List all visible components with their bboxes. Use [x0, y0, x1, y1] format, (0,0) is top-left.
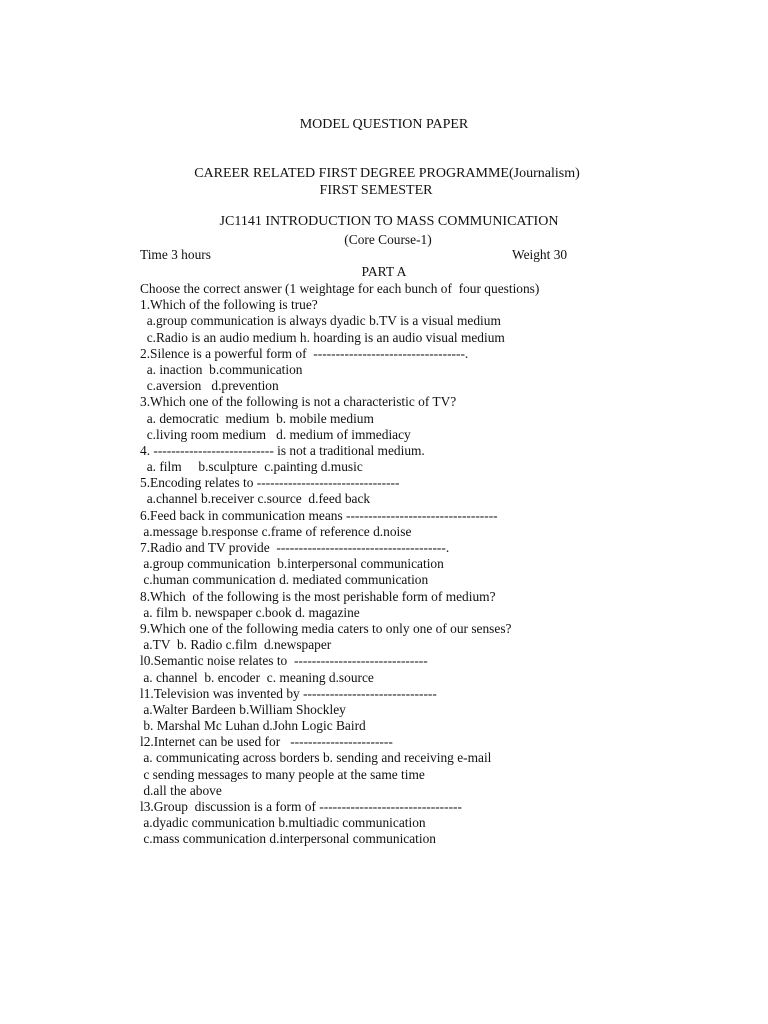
question-line: 8.Which of the following is the most perishable form of medium? [140, 588, 496, 604]
question-line: 6.Feed back in communication means ---------------------------------- [140, 507, 498, 523]
option-line: a.group communication b.interpersonal communication [140, 556, 444, 572]
option-line: c sending messages to many people at the same time [140, 766, 425, 782]
course-type: (Core Course-1) [344, 232, 432, 247]
option-line: c.human communication d. mediated communication [140, 572, 429, 588]
question-line: l3.Group discussion is a form of -------------------------------- [140, 799, 462, 814]
question-line: 7.Radio and TV provide --------------------------------------. [140, 540, 450, 555]
semester-label: FIRST SEMESTER [319, 183, 433, 198]
question-list [140, 281, 700, 848]
option-line: c.mass communication d.interpersonal communication [140, 831, 437, 847]
course-title: JC1141 INTRODUCTION TO MASS COMMUNICATION [219, 214, 559, 229]
option-line: a.channel b.receiver c.source d.feed back [140, 491, 371, 507]
option-line: a. film b. newspaper c.book d. magazine [140, 604, 360, 620]
option-line: a.dyadic communication b.multiadic communication [140, 815, 426, 831]
programme-title: CAREER RELATED FIRST DEGREE PROGRAMME(Journalism) [194, 166, 580, 181]
option-line: d.all the above [140, 782, 222, 798]
option-line: a. channel b. encoder c. meaning d.source [140, 669, 374, 685]
option-line: c.Radio is an audio medium h. hoarding is an audio visual medium [140, 329, 505, 345]
option-line: a.TV b. Radio c.film d.newspaper [140, 637, 332, 653]
question-line: 3.Which one of the following is not a characteristic of TV? [140, 394, 457, 410]
question-line: 9.Which one of the following media caters to only one of our senses? [140, 620, 512, 636]
question-line: l0.Semantic noise relates to ------------------------------ [140, 653, 428, 669]
part-heading: PART A [361, 264, 407, 279]
option-line: c.aversion d.prevention [140, 378, 279, 394]
question-line: l1.Television was invented by ------------------------------ [140, 685, 437, 701]
question-line: 2.Silence is a powerful form of ----------------------------------. [140, 345, 469, 361]
question-line: 4. --------------------------- is not a traditional medium. [140, 442, 425, 458]
question-line: 5.Encoding relates to -------------------------------- [140, 475, 400, 491]
option-line: a.Walter Bardeen b.William Shockley [140, 701, 346, 717]
option-line: b. Marshal Mc Luhan d.John Logic Baird [140, 718, 366, 734]
option-line: a. democratic medium b. mobile medium [140, 410, 374, 426]
option-line: c.living room medium d. medium of immediacy [140, 426, 411, 442]
option-line: a. inaction b.communication [140, 361, 303, 377]
question-line: 1.Which of the following is true? [140, 297, 318, 313]
instruction-line: Choose the correct answer (1 weightage for each bunch of four questions) [140, 281, 540, 296]
time-label: Time 3 hours [140, 247, 211, 262]
question-line: l2.Internet can be used for ----------------------- [140, 734, 393, 750]
paper-title: MODEL QUESTION PAPER [299, 117, 469, 132]
option-line: a. film b.sculpture c.painting d.music [140, 459, 363, 475]
option-line: a.message b.response c.frame of reference d.noise [140, 523, 412, 539]
option-line: a. communicating across borders b. sending and receiving e-mail [140, 750, 492, 766]
option-line: a.group communication is always dyadic b.TV is a visual medium [140, 313, 501, 329]
weight-label: Weight 30 [512, 247, 568, 262]
